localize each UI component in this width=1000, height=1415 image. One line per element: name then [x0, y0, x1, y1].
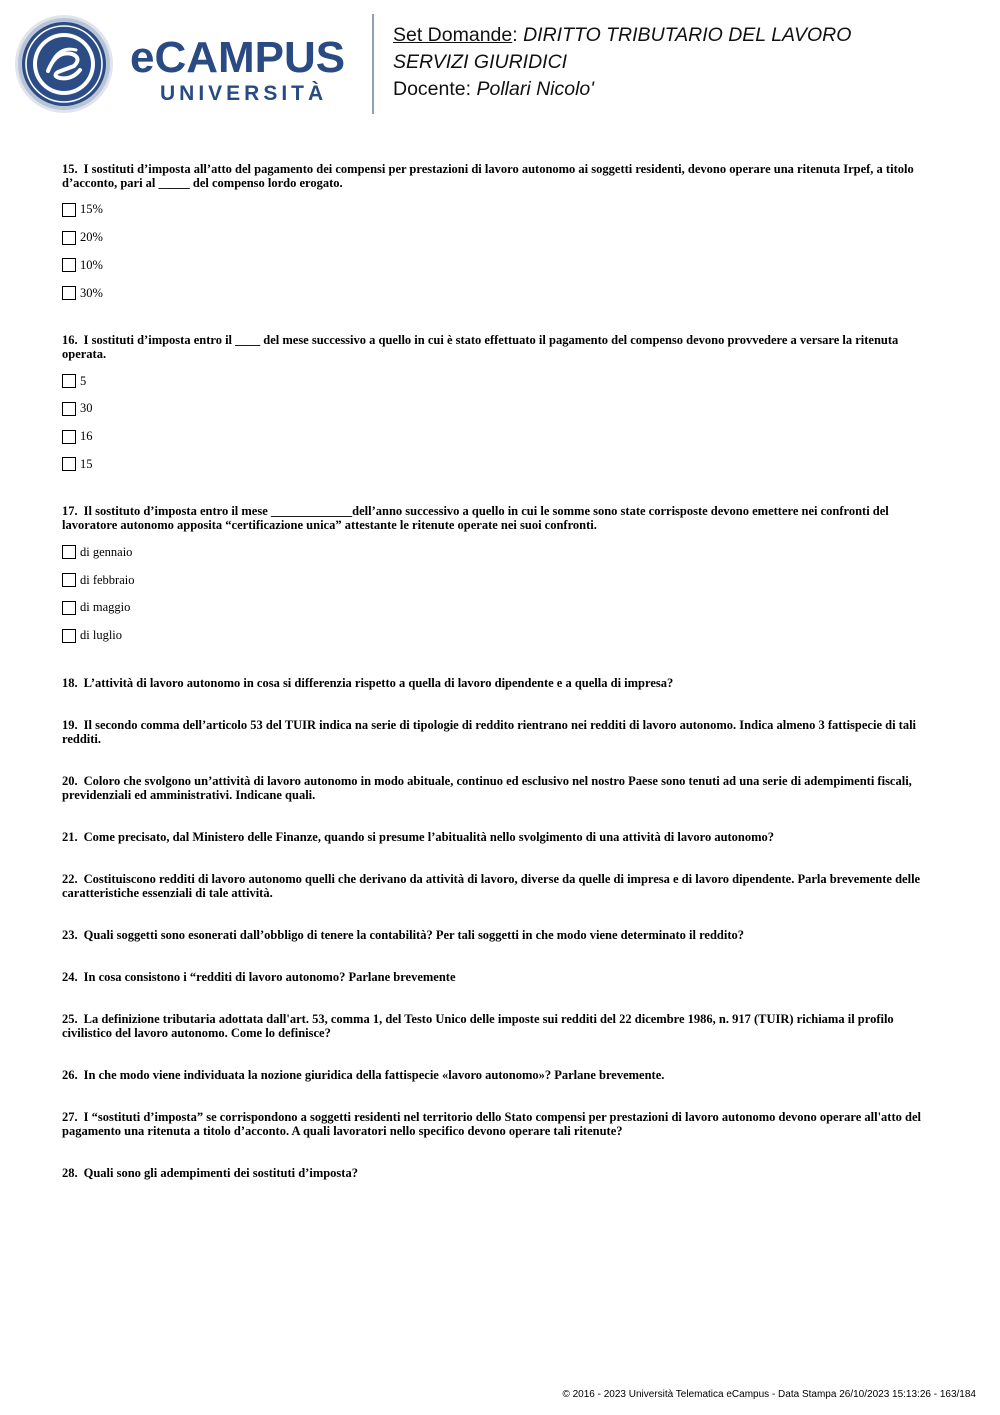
option[interactable]: di maggio — [62, 594, 938, 622]
checkbox[interactable] — [62, 258, 76, 272]
option[interactable]: 20% — [62, 224, 938, 252]
checkbox[interactable] — [62, 545, 76, 559]
checkbox[interactable] — [62, 374, 76, 388]
teacher-label: Docente: — [393, 78, 472, 100]
question-26: 26. In che modo viene individuata la nozione giuridica della fattispecie «lavoro autonomo»? Parlane brevemente. — [62, 1067, 665, 1082]
option[interactable]: 10% — [62, 252, 938, 280]
question-text: 16. I sostituti d’imposta entro il ____ del mese successivo a quello in cui è stato effettuato il pagamento del compenso devono provvedere a versare la ritenuta operata. — [62, 333, 899, 362]
checkbox[interactable] — [62, 430, 76, 444]
option[interactable]: 15 — [62, 451, 938, 479]
question-19: 19. Il secondo comma dell’articolo 53 del TUIR indica na serie di tipologie di reddito rientrano nei redditi di lavoro autonomo. Indica almeno 3 fattispecie di tali redditi. — [62, 717, 917, 746]
option[interactable]: 30% — [62, 279, 938, 307]
question-20: 20. Coloro che svolgono un’attività di lavoro autonomo in modo abituale, continuo ed esclusivo nel nostro Paese sono tenuti ad una serie di adempimenti fiscali, previdenziali ed amministrativi. Indicane quali. — [62, 773, 912, 802]
question-16 — [62, 333, 938, 478]
checkbox[interactable] — [62, 231, 76, 245]
header-divider — [372, 14, 374, 114]
ecampus-seal-logo — [14, 14, 114, 114]
option[interactable]: 15% — [62, 196, 938, 224]
question-28: 28. Quali sono gli adempimenti dei sostituti d’imposta? — [62, 1165, 358, 1180]
checkbox[interactable] — [62, 402, 76, 416]
question-25: 25. La definizione tributaria adottata dall'art. 53, comma 1, del Testo Unico delle imposte sui redditi del 22 dicembre 1986, n. 917 (TUIR) richiama il profilo civilistico del lavoro autonomo. Come lo definisce? — [62, 1011, 894, 1040]
option[interactable]: 30 — [62, 395, 938, 423]
option[interactable]: 5 — [62, 367, 938, 395]
question-text: 17. Il sostituto d’imposta entro il mese _____________dell’anno successivo a quello in cui le somme sono state corrisposte devono emettere nei confronti del lavoratore autonomo apposita “certificazione unica” attestante le ritenute operate nei suoi confronti. — [62, 504, 889, 533]
checkbox[interactable] — [62, 203, 76, 217]
set-title-line2: SERVIZI GIURIDICI — [393, 51, 568, 73]
checkbox[interactable] — [62, 629, 76, 643]
logo-wordmark: eCAMPUS — [130, 33, 346, 82]
question-27: 27. I “sostituti d’imposta” se corrispondono a soggetti residenti nel territorio dello Stato compensi per prestazioni di lavoro autonomo devono operare all'atto del pagamento una ritenuta a titolo d’acconto. A quali lavoratori nello specifico devono operare tali ritenute? — [62, 1109, 921, 1138]
checkbox[interactable] — [62, 286, 76, 300]
set-label: Set Domande — [393, 24, 513, 46]
question-22: 22. Costituiscono redditi di lavoro autonomo quelli che derivano da attività di lavoro, diverse da quelle di impresa e di lavoro dipendente. Parla brevemente delle caratteristiche essenziali di tale attività. — [62, 871, 921, 900]
question-23: 23. Quali soggetti sono esonerati dall’obbligo di tenere la contabilità? Per tali soggetti in che modo viene determinato il reddito? — [62, 927, 745, 942]
option[interactable]: di luglio — [62, 622, 938, 650]
question-17 — [62, 504, 938, 649]
option[interactable]: di febbraio — [62, 566, 938, 594]
question-15 — [62, 162, 938, 307]
ecampus-wordmark — [130, 33, 360, 116]
checkbox[interactable] — [62, 457, 76, 471]
checkbox[interactable] — [62, 573, 76, 587]
option[interactable]: 16 — [62, 423, 938, 451]
question-list — [62, 162, 938, 1180]
page-footer: © 2016 - 2023 Università Telematica eCampus - Data Stampa 26/10/2023 15:13:26 - 163/184 — [562, 1389, 976, 1400]
question-18: 18. L’attività di lavoro autonomo in cosa si differenzia rispetto a quella di lavoro dipendente e a quella di impresa? — [62, 675, 674, 690]
set-title-line1: DIRITTO TRIBUTARIO DEL LAVORO — [523, 24, 852, 46]
question-text: 15. I sostituti d’imposta all’atto del pagamento dei compensi per prestazioni di lavoro autonomo ai soggetti residenti, devono operare una ritenuta Irpef, a titolo d’acconto, pari al _____ del compenso lordo erogato. — [62, 162, 914, 190]
page-header — [0, 0, 1000, 130]
question-21: 21. Come precisato, dal Ministero delle Finanze, quando si presume l’abitualità nello svolgimento di una attività di lavoro autonomo? — [62, 829, 775, 844]
teacher-name: Pollari Nicolo' — [476, 78, 594, 100]
set-info: Set Domande: DIRITTO TRIBUTARIO DEL LAVORO SERVIZI GIURIDICI Docente: Pollari Nicolo' — [393, 24, 852, 100]
checkbox[interactable] — [62, 601, 76, 615]
option[interactable]: di gennaio — [62, 538, 938, 566]
logo-subtitle: UNIVERSITÀ — [160, 82, 328, 105]
question-24: 24. In cosa consistono i “redditi di lavoro autonomo? Parlane brevemente — [62, 969, 456, 984]
